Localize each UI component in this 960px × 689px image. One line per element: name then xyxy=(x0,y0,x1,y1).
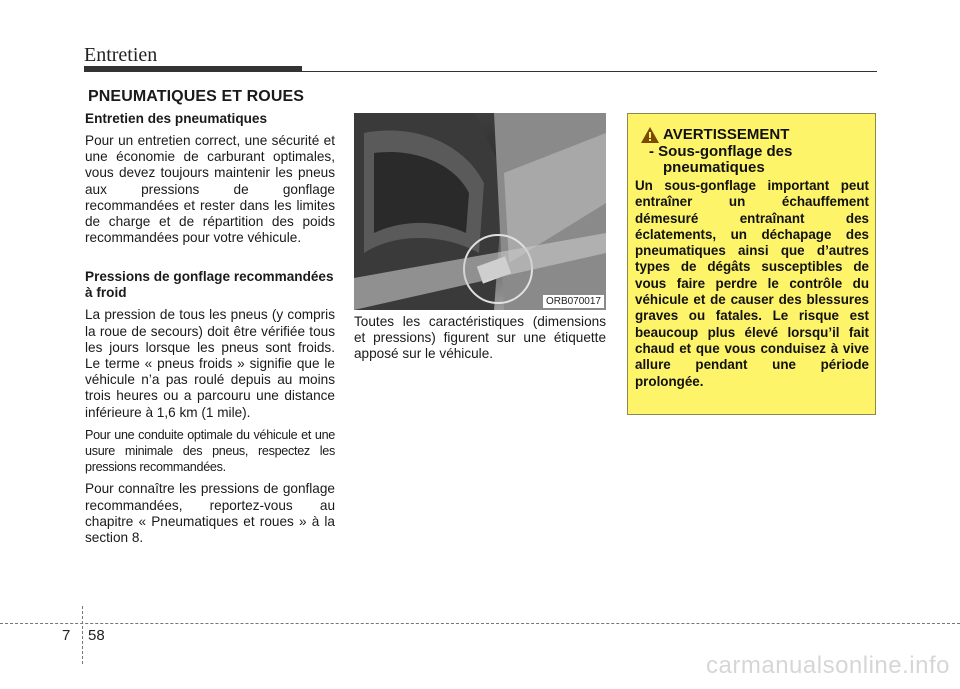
section-title: PNEUMATIQUES ET ROUES xyxy=(88,88,305,105)
door-pillar-illustration xyxy=(354,113,606,310)
heading-tire-maintenance: Entretien des pneumatiques xyxy=(85,111,268,126)
header-rule xyxy=(302,71,877,72)
warning-subtitle: - Sous-gonflage des pneumatiques xyxy=(649,143,793,176)
label-description: Toutes les caractéristiques (dimensions et pressions) figurent sur une étiquette apposé sur le véhicule. xyxy=(354,314,606,362)
image-code-label: ORB070017 xyxy=(543,295,604,308)
paragraph-optimal-driving: Pour une conduite optimale du véhicule et une usure minimale des pneus, respectez les pressions recommandées. xyxy=(85,427,335,475)
watermark: carmanualsonline.info xyxy=(706,652,950,679)
warning-body: Un sous-gonflage important peut entraîner un échauffement démesuré entraînant des éclatements, un déchapage des pneumatiques ainsi que d’autres types de dégâts susceptibles de vous faire perdre le contrôle du véhicule et de causer des blessures graves ou fatales. Le risque est beaucoup plus élevé lorsqu’il fait chaud et que vous conduisez à vive allure pendant une période prolongée. xyxy=(635,178,869,389)
heading-cold-pressure: Pressions de gonflage recommandées à froid xyxy=(85,269,334,301)
paragraph-cold-pressure: La pression de tous les pneus (y compris la roue de secours) doit être vérifiée tous les jours lorsque les pneus sont froids. Le terme « pneus froids » signifie que le véhicule n’a pas roulé depuis au moins trois heures ou a parcouru une distance inférieure à 1,6 km (1 mile). xyxy=(85,307,335,420)
header-title: Entretien xyxy=(84,44,158,66)
warning-label: AVERTISSEMENT xyxy=(663,126,790,143)
chapter-number: 7 xyxy=(62,627,71,644)
paragraph-maintenance: Pour un entretien correct, une sécurité et une économie de carburant optimales, vous devez toujours maintenir les pneus aux pressions de gonflage recommandées et rester dans les limites de charge et de répartition des poids recommandées pour votre véhicule. xyxy=(85,133,335,246)
footer-divider xyxy=(82,606,83,664)
header-bar xyxy=(84,66,302,72)
warning-triangle-icon xyxy=(641,127,659,143)
footer-rule xyxy=(0,623,960,624)
page-number: 58 xyxy=(88,627,105,644)
left-column xyxy=(85,111,335,546)
paragraph-reference: Pour connaître les pressions de gonflage recommandées, reportez-vous au chapitre « Pneumatiques et roues » à la section 8. xyxy=(85,481,335,546)
warning-box xyxy=(627,113,876,415)
tire-label-photo xyxy=(354,113,606,310)
